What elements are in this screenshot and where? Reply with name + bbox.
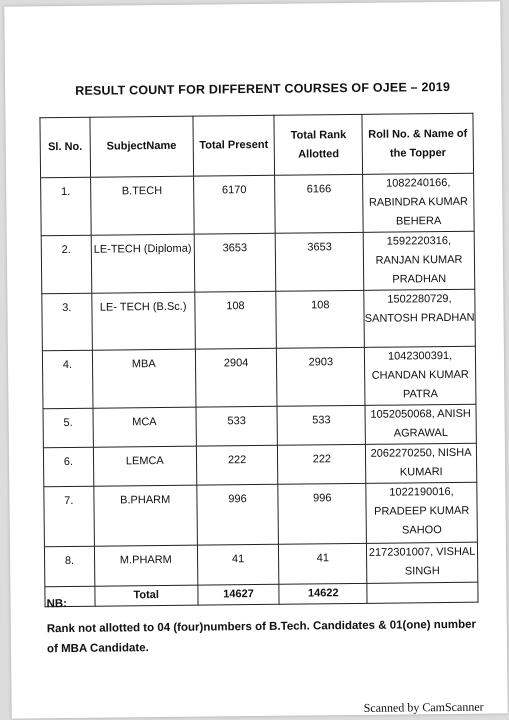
cell-total-present: 2904 [195,348,277,407]
cell-total-present: 6170 [193,175,275,234]
document-page [4,1,507,718]
cell-subject: LEMCA [93,446,196,486]
nb-label: NB: [46,597,68,611]
cell-total-present: 996 [196,484,278,545]
cell-total-present: 3653 [194,233,276,292]
cell-total-present: 41 [197,544,279,585]
cell-sl-no: 4. [42,350,92,409]
note-text: Rank not allotted to 04 (four)numbers of B.Tech. Candidates & 01(one) number of MBA Candidate. [46,618,477,656]
table-total-row [45,582,478,607]
cell-subject: M.PHARM [94,545,197,586]
cell-sl-no: 6. [43,447,93,487]
document-title: RESULT COUNT FOR DIFFERENT COURSES OF OJEE – 2019 [75,79,451,98]
cell-total-present: 108 [194,291,276,349]
table-row [41,231,475,294]
header-sl-no: Sl. No. [40,117,90,178]
table-row [42,289,476,351]
header-total-rank-allotted: Total Rank Allotted [274,114,362,175]
header-subject: SubjectName [90,116,193,177]
cell-topper: 1592220316, RANJAN KUMAR PRADHAN [363,231,474,290]
cell-total-rank-allotted: 6166 [275,174,363,233]
total-rank-allotted-value: 14622 [279,583,367,604]
cell-topper: 1082240166, RABINDRA KUMAR BEHERA [363,173,474,232]
cell-subject: LE-TECH (Diploma) [91,234,194,293]
table-row [44,542,477,587]
cell-topper: 1502280729, SANTOSH PRADHAN [364,289,475,347]
cell-subject: MBA [92,349,195,408]
cell-total-rank-allotted: 996 [278,483,366,544]
results-table [39,113,478,611]
cell-subject: LE- TECH (B.Sc.) [92,292,195,350]
cell-total-present: 533 [196,406,278,446]
table-row [43,404,476,448]
cell-sl-no: 1. [41,177,91,236]
table-header-row [40,113,474,178]
cell-total-rank-allotted: 3653 [276,232,364,291]
cell-total-rank-allotted: 533 [277,405,365,445]
cell-total-rank-allotted: 108 [276,290,364,348]
table-row [43,443,476,487]
total-label: Total [95,585,198,606]
table-row [44,482,478,547]
cell-subject: B.PHARM [94,485,197,546]
cell-subject: B.TECH [90,176,193,235]
cell-topper: 1052050068, ANISH AGRAWAL [365,404,476,444]
cell-sl-no: 3. [42,293,92,351]
cell-subject: MCA [93,407,196,447]
total-present-value: 14627 [198,584,280,605]
cell-sl-no: 7. [44,486,94,547]
cell-topper: 2172301007, VISHAL SINGH [367,542,478,583]
header-total-present: Total Present [193,115,275,176]
cell-total-rank-allotted: 222 [278,444,366,484]
cell-total-rank-allotted: 2903 [277,347,365,406]
cell-topper: 1042300391, CHANDAN KUMAR PATRA [365,346,476,405]
cell-topper-empty [367,582,478,603]
header-topper: Roll No. & Name of the Topper [362,113,473,174]
cell-topper: 2062270250, NISHA KUMARI [366,443,477,483]
cell-sl-no: 5. [43,408,93,448]
cell-total-present: 222 [196,445,278,485]
cell-total-rank-allotted: 41 [279,543,367,584]
scanner-watermark: Scanned by CamScanner [363,699,484,715]
table-row [41,173,475,236]
cell-topper: 1022190016, PRADEEP KUMAR SAHOO [366,482,477,543]
cell-sl-no: 8. [44,546,94,587]
cell-sl-no: 2. [41,235,91,294]
table-row [42,346,476,409]
